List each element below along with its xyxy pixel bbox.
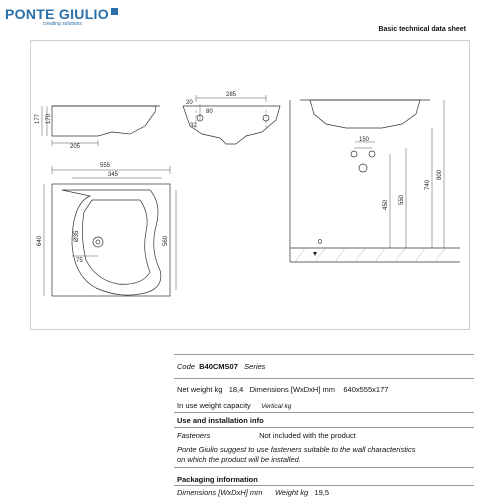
drain-diameter-35: Ø35 [74, 230, 80, 242]
floor-level-0: 0 [318, 239, 322, 246]
wall-view [290, 100, 460, 262]
capacity-value: Vertical kg [261, 403, 292, 410]
installation-note-line2: on which the product will be installed. [177, 455, 301, 464]
capacity-row [177, 401, 291, 410]
wall-dim-450: 450 [383, 199, 389, 210]
series-label: Series [244, 362, 266, 371]
divider [174, 467, 474, 468]
divider [174, 412, 474, 413]
capacity-label: In use weight capacity [177, 401, 251, 410]
top-width-555: 555 [100, 163, 111, 169]
packaging-dimensions-label: Dimensions [WxDxH] mm [177, 488, 263, 497]
packaging-weight-value: 19,5 [314, 488, 330, 497]
top-dim-75: 75 [76, 258, 83, 264]
wall-dim-150: 150 [359, 137, 370, 143]
weight-dimensions-row [177, 385, 388, 394]
installation-note-line1: Ponte Giulio suggest to use fasteners suitable to the wall characteristics [177, 445, 416, 454]
sheet-title: Basic technical data sheet [378, 26, 466, 33]
code-value: B40CMS07 [199, 362, 238, 371]
side-view [35, 106, 160, 150]
divider [174, 427, 474, 428]
net-weight-value: 18,4 [228, 385, 244, 394]
divider [174, 485, 474, 486]
packaging-row [177, 488, 329, 497]
front-dim-80: 80 [206, 109, 213, 115]
wall-dim-740: 740 [425, 179, 431, 190]
side-height-170: 170 [46, 113, 52, 124]
dimensions-label: Dimensions [WxDxH] mm [249, 385, 336, 394]
brand-name: PONTE GIULIO [5, 6, 118, 22]
front-dim-20: 20 [186, 100, 193, 106]
dimensions-value: 640x555x177 [343, 385, 389, 394]
top-view [37, 163, 176, 296]
divider [174, 378, 474, 379]
fasteners-label: Fasteners [177, 431, 211, 440]
side-height-177: 177 [35, 113, 41, 124]
top-dim-560: 560 [163, 235, 169, 246]
wall-dim-550: 550 [399, 194, 405, 205]
brand-tagline: creating solutions [43, 21, 82, 27]
top-depth-640: 640 [37, 235, 43, 246]
fasteners-value: Not included with the product [259, 431, 356, 440]
front-width-285: 285 [226, 92, 237, 98]
code-label: Code [177, 362, 195, 371]
net-weight-label: Net weight kg [177, 385, 223, 394]
fasteners-row [177, 431, 356, 440]
wall-dim-800: 800 [437, 169, 443, 180]
side-depth-205: 205 [70, 144, 81, 150]
front-dim-32: 32 [190, 123, 197, 129]
divider [174, 354, 474, 355]
code-row [177, 362, 265, 371]
packaging-heading: Packaging information [177, 475, 258, 484]
installation-heading: Use and installation info [177, 416, 264, 425]
front-view [183, 92, 280, 144]
top-dim-345: 345 [108, 172, 119, 178]
packaging-weight-label: Weight kg [274, 488, 309, 497]
